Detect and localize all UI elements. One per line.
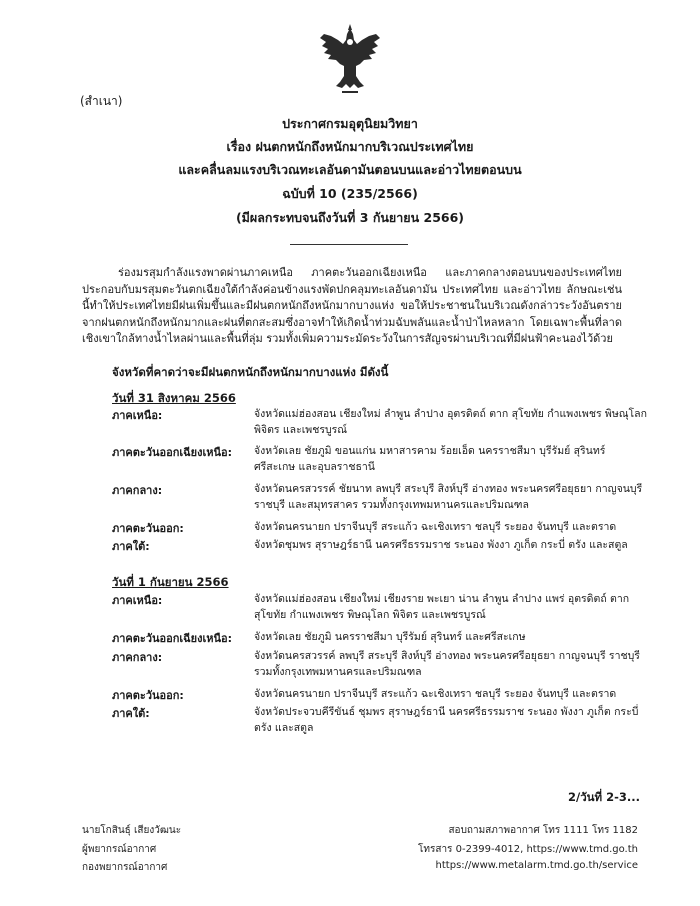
provinces-northeast-1: จังหวัดเลย ชัยภูมิ ขอนแก่น มหาสารคาม ร้อยเอ็ด นครราชสีมา บุรีรัมย์ สุรินทร์ ศรีสะเกษ และอุบลราชธานี — [254, 445, 606, 473]
provinces-subheading: จังหวัดที่คาดว่าจะมีฝนตกหนักถึงหนักมากบางแห่ง มีดังนี้ — [112, 365, 389, 379]
subject-line-2: และคลื่นลมแรงบริเวณทะเลอันดามันตอนบนและอ่าวไทยตอนบน — [178, 162, 522, 177]
intro-paragraph: ร่องมรสุมกำลังแรงพาดผ่านภาคเหนือ ภาคตะวันออกเฉียงเหนือ และภาคกลางตอนบนของประเทศไทย ประกอบกับมรสุมตะวันตกเฉียงใต้กำลังค่อนข้างแรงพัดปกคลุมทะเลอันดามัน ประเทศไทย และอ่าวไทย ลักษณะเช่นนี้ทำให้ประเทศไทยมีฝนเพิ่มขึ้นและมีฝนตกหนักถึงหนักมากบางแห่ง ขอให้ประชาชนในบริเวณดังกล่าวระวังอันตรายจากฝนตกหนักถึงหนักมากและฝนที่ตกสะสมซึ่งอาจทำให้เกิดน้ำท่วมฉับพลันและน้ำป่าไหลหลาก โดยเฉพาะพื้นที่ลาดเชิงเขาใกล้ทางน้ำไหลผ่านและพื้นที่ลุ่ม รวมทั้งเพิ่มความระมัดระวังในการสัญจรผ่านบริเวณที่มีฝนฟ้าคะนองไว้ด้วย — [82, 266, 622, 345]
region-south-2: ภาคใต้: — [112, 707, 150, 720]
header-divider — [290, 244, 408, 245]
region-north-1: ภาคเหนือ: — [112, 409, 163, 422]
issue-number: ฉบับที่ 10 (235/2566) — [282, 186, 418, 201]
region-northeast-1: ภาคตะวันออกเฉียงเหนือ: — [112, 446, 233, 459]
provinces-north-2: จังหวัดแม่ฮ่องสอน เชียงใหม่ เชียงราย พะเยา น่าน ลำพูน ลำปาง แพร่ อุตรดิตถ์ ตาก สุโขทัย กำแพงเพชร พิษณุโลก พิจิตร และเพชรบูรณ์ — [254, 593, 630, 621]
effective-until: (มีผลกระทบจนถึงวันที่ 3 กันยายน 2566) — [235, 210, 465, 225]
subject-line: เรื่อง ฝนตกหนักถึงหนักมากบริเวณประเทศไทย — [226, 139, 474, 154]
provinces-south-2: จังหวัดประจวบคีรีขันธ์ ชุมพร สุราษฎร์ธานี นครศรีธรรมราช ระนอง พังงา ภูเก็ต กระบี่ ตรัง และสตูล — [254, 706, 639, 734]
region-central-2: ภาคกลาง: — [112, 651, 163, 664]
contact-phone: สอบถามสภาพอากาศ โทร 1111 โทร 1182 — [448, 825, 638, 836]
region-northeast-2: ภาคตะวันออกเฉียงเหนือ: — [112, 632, 233, 645]
region-east-1: ภาคตะวันออก: — [112, 522, 184, 535]
provinces-south-1: จังหวัดชุมพร สุราษฎร์ธานี นครศรีธรรมราช ระนอง พังงา ภูเก็ต กระบี่ ตรัง และสตูล — [254, 539, 628, 551]
contact-fax-website: โทรสาร 0-2399-4012, https://www.tmd.go.th — [418, 844, 638, 855]
region-central-1: ภาคกลาง: — [112, 484, 163, 497]
provinces-east-2: จังหวัดนครนายก ปราจีนบุรี สระแก้ว ฉะเชิงเทรา ชลบุรี ระยอง จันทบุรี และตราด — [254, 688, 617, 700]
copy-mark: (สำเนา) — [80, 94, 123, 108]
date-heading-2: วันที่ 1 กันยายน 2566 — [112, 575, 229, 589]
provinces-northeast-2: จังหวัดเลย ชัยภูมิ นครราชสีมา บุรีรัมย์ สุรินทร์ และศรีสะเกษ — [254, 631, 526, 643]
provinces-north-1: จังหวัดแม่ฮ่องสอน เชียงใหม่ ลำพูน ลำปาง อุตรดิตถ์ ตาก สุโขทัย กำแพงเพชร พิษณุโลก พิจิตร และเพชรบูรณ์ — [254, 408, 647, 436]
next-page-marker: 2/วันที่ 2-3... — [568, 790, 640, 804]
provinces-central-1: จังหวัดนครสวรรค์ ชัยนาท ลพบุรี สระบุรี สิงห์บุรี อ่างทอง พระนครศรีอยุธยา กาญจนบุรี ราชบุรี และสมุทรสาคร รวมทั้งกรุงเทพมหานครและปริมณฑล — [254, 483, 643, 511]
region-east-2: ภาคตะวันออก: — [112, 689, 184, 702]
forecast-division: กองพยากรณ์อากาศ — [82, 862, 168, 873]
announcement-title: ประกาศกรมอุตุนิยมวิทยา — [282, 116, 418, 131]
provinces-central-2: จังหวัดนครสวรรค์ ลพบุรี สระบุรี สิงห์บุรี อ่างทอง พระนครศรีอยุธยา กาญจนบุรี ราชบุรี รวมทั้งกรุงเทพมหานครและปริมณฑล — [254, 650, 640, 678]
contact-service-url: https://www.metalarm.tmd.go.th/service — [435, 860, 638, 871]
garuda-emblem-icon — [316, 22, 384, 94]
region-north-2: ภาคเหนือ: — [112, 594, 163, 607]
region-south-1: ภาคใต้: — [112, 540, 150, 553]
provinces-east-1: จังหวัดนครนายก ปราจีนบุรี สระแก้ว ฉะเชิงเทรา ชลบุรี ระยอง จันทบุรี และตราด — [254, 521, 617, 533]
date-heading-1: วันที่ 31 สิงหาคม 2566 — [112, 391, 236, 405]
forecaster-name: นายโกสินธุ์ เสียงวัฒนะ — [82, 825, 182, 836]
forecaster-title: ผู้พยากรณ์อากาศ — [82, 844, 157, 855]
